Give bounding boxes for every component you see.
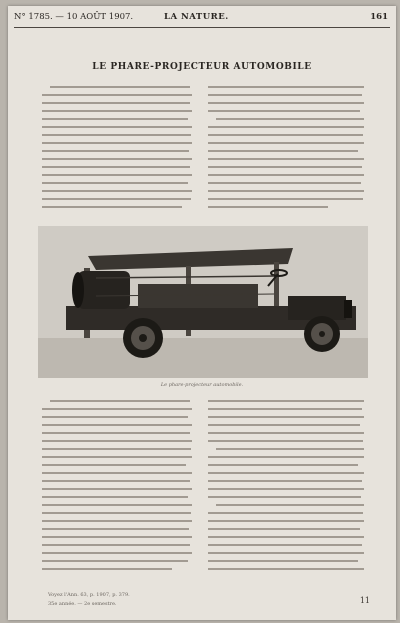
column-right-top — [208, 82, 364, 218]
automobile-searchlight-icon — [38, 226, 368, 378]
article-title: LE PHARE-PROJECTEUR AUTOMOBILE — [92, 62, 312, 72]
column-left-bottom — [42, 396, 192, 586]
journal-name: LA NATURE. — [164, 12, 229, 22]
issue-number: N° 1785. — 10 AOÛT 1907. — [14, 12, 134, 22]
automobile-photo — [38, 226, 368, 378]
page-header — [14, 12, 390, 26]
volume-note: 35e année. — 2e semestre. — [48, 601, 117, 607]
footnote: Voyez l'Ann. 63, p. 1907, p. 379. — [48, 592, 130, 598]
column-right-bottom — [208, 396, 364, 586]
column-left-top — [42, 82, 192, 218]
header-rule — [14, 27, 390, 28]
signature-mark: 11 — [359, 596, 370, 605]
figure-caption: Le phare-projecteur automobile. — [160, 382, 244, 388]
magazine-page — [8, 6, 396, 620]
page-number: 161 — [370, 12, 388, 22]
